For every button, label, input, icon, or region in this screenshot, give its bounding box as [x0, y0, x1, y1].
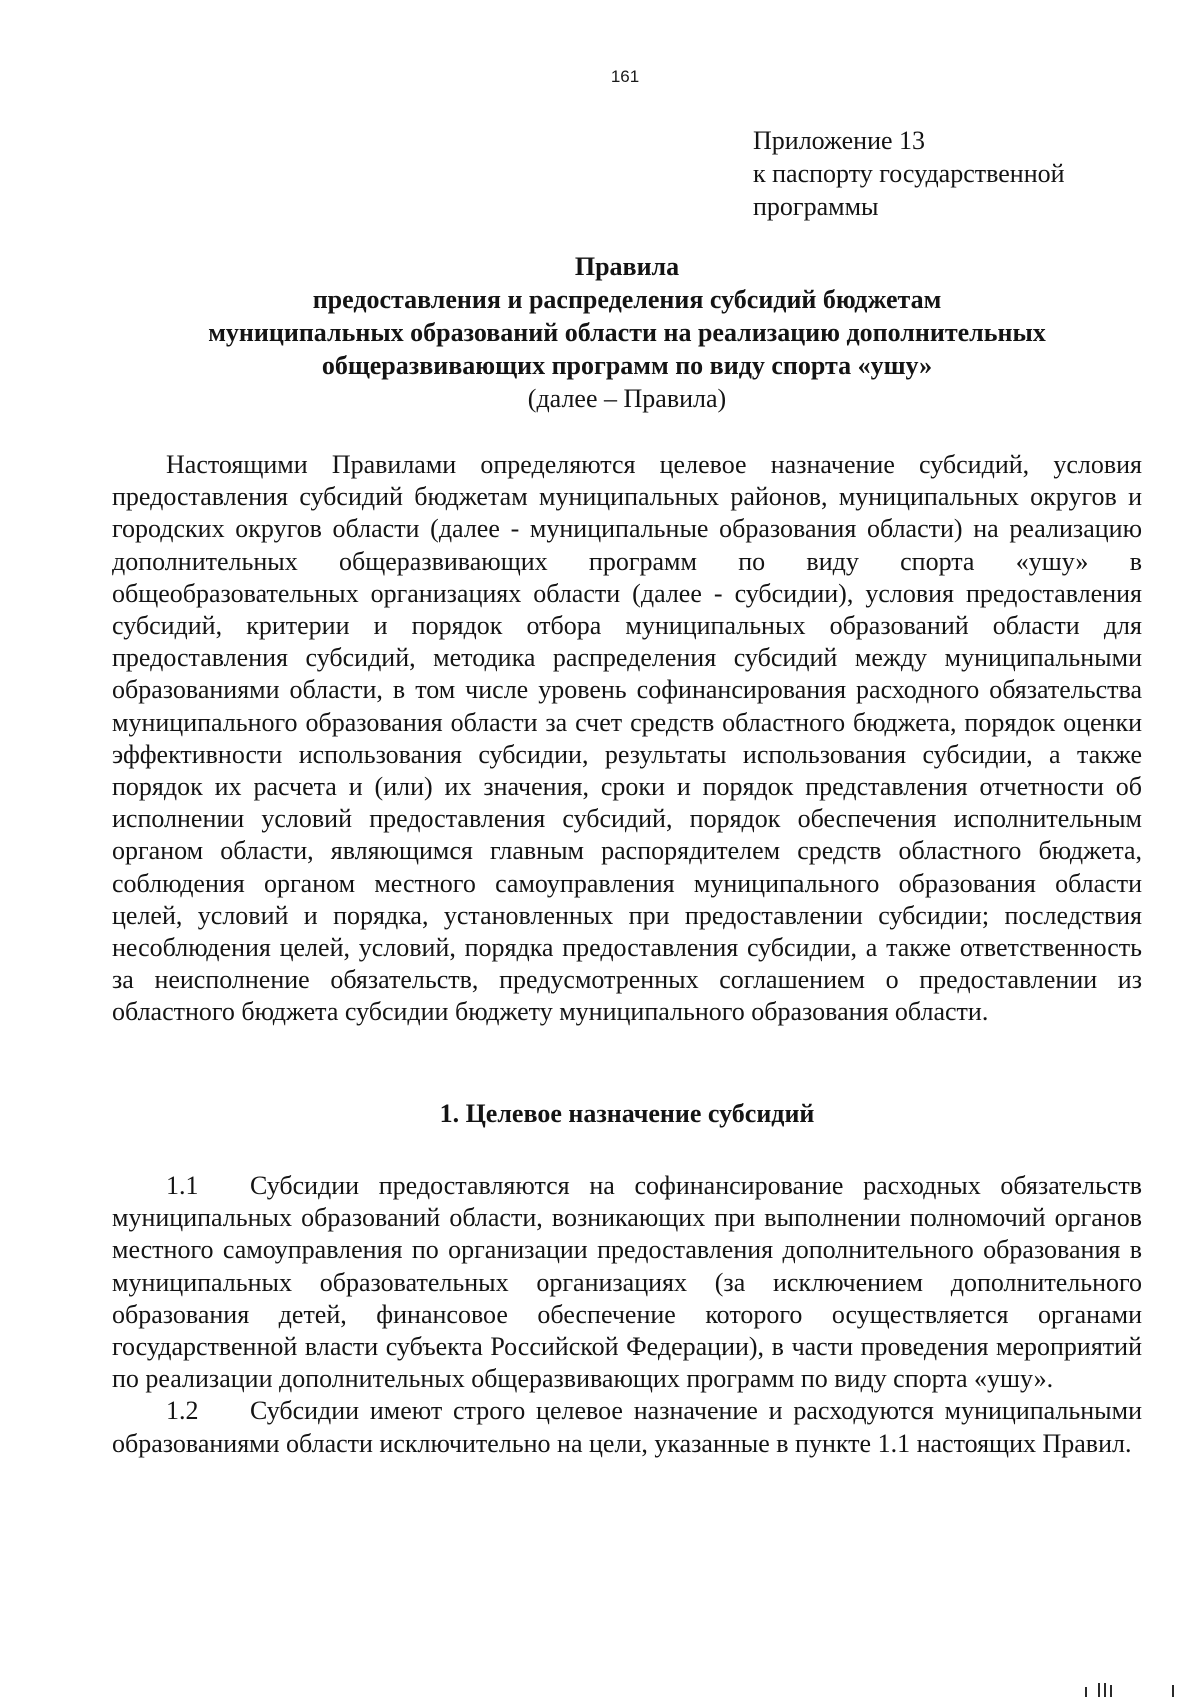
clause-number: 1.1 [166, 1171, 199, 1200]
appendix-line: программы [753, 192, 879, 221]
appendix-line: к паспорту государственной [753, 159, 1065, 188]
section-1-body [112, 1170, 1142, 1460]
clause-text: Субсидии предоставляются на софинансирование расходных обязательств муниципальных образований области, возникающих при выполнении полномочий органов местного самоуправления по организации предоставления дополнительного образования в муниципальных образовательных организациях (за исключением дополнительного образования детей, финансовое обеспечение которого осуществляется органами государственной власти субъекта Российской Федерации), в части проведения мероприятий по реализации дополнительных общеразвивающих программ по виду спорта «ушу». [112, 1171, 1142, 1394]
scan-mark [1172, 1685, 1174, 1697]
intro-section [112, 449, 1142, 1029]
appendix-note [753, 124, 1065, 223]
title-line: Правила [574, 252, 680, 281]
page-number: 161 [610, 67, 640, 86]
scan-mark [1085, 1687, 1087, 1697]
clause-text: Субсидии имеют строго целевое назначение и расходуются муниципальными образованиями области исключительно на цели, указанные в пункте 1.1 настоящих Правил. [112, 1396, 1142, 1458]
section-heading: 1. Целевое назначение субсидий [439, 1099, 815, 1128]
document-title [112, 250, 1142, 415]
title-line: муниципальных образований области на реализацию дополнительных [208, 318, 1046, 347]
clause-1-1 [112, 1170, 1142, 1395]
title-line: предоставления и распределения субсидий бюджетам [312, 285, 942, 314]
clause-1-2 [112, 1395, 1142, 1459]
title-note: (далее – Правила) [527, 384, 727, 413]
scan-mark [1110, 1685, 1112, 1697]
appendix-line: Приложение 13 [753, 126, 926, 155]
scan-mark [1098, 1683, 1100, 1697]
clause-number: 1.2 [166, 1396, 199, 1426]
intro-paragraph: Настоящими Правилами определяются целевое назначение субсидий, условия предоставления субсидий бюджетам муниципальных районов, муниципальных округов и городских округов области (далее - муниципальные образования области) на реализацию дополнительных общеразвивающих программ по виду спорта «ушу» в общеобразовательных организациях области (далее - субсидии), условия предоставления субсидий, критерии и порядок отбора муниципальных образований области для предоставления субсидий, методика распределения субсидий между муниципальными образованиями области, в том числе уровень софинансирования расходного обязательства муниципального образования области за счет средств областного бюджета, порядок оценки эффективности использования субсидии, результаты использования субсидии, а также порядок их расчета и (или) их значения, сроки и порядок представления отчетности об исполнении условий предоставления субсидий, порядок обеспечения исполнительным органом области, являющимся главным распорядителем средств областного бюджета, соблюдения органом местного самоуправления муниципального образования области целей, условий и порядка, установленных при предоставлении субсидии; последствия несоблюдения целей, условий, порядка предоставления субсидии, а также ответственность за неисполнение обязательств, предусмотренных соглашением о предоставлении из областного бюджета субсидии бюджету муниципального образования области. [112, 450, 1142, 1027]
title-line: общеразвивающих программ по виду спорта «ушу» [321, 351, 933, 380]
scan-mark [1104, 1683, 1106, 1697]
